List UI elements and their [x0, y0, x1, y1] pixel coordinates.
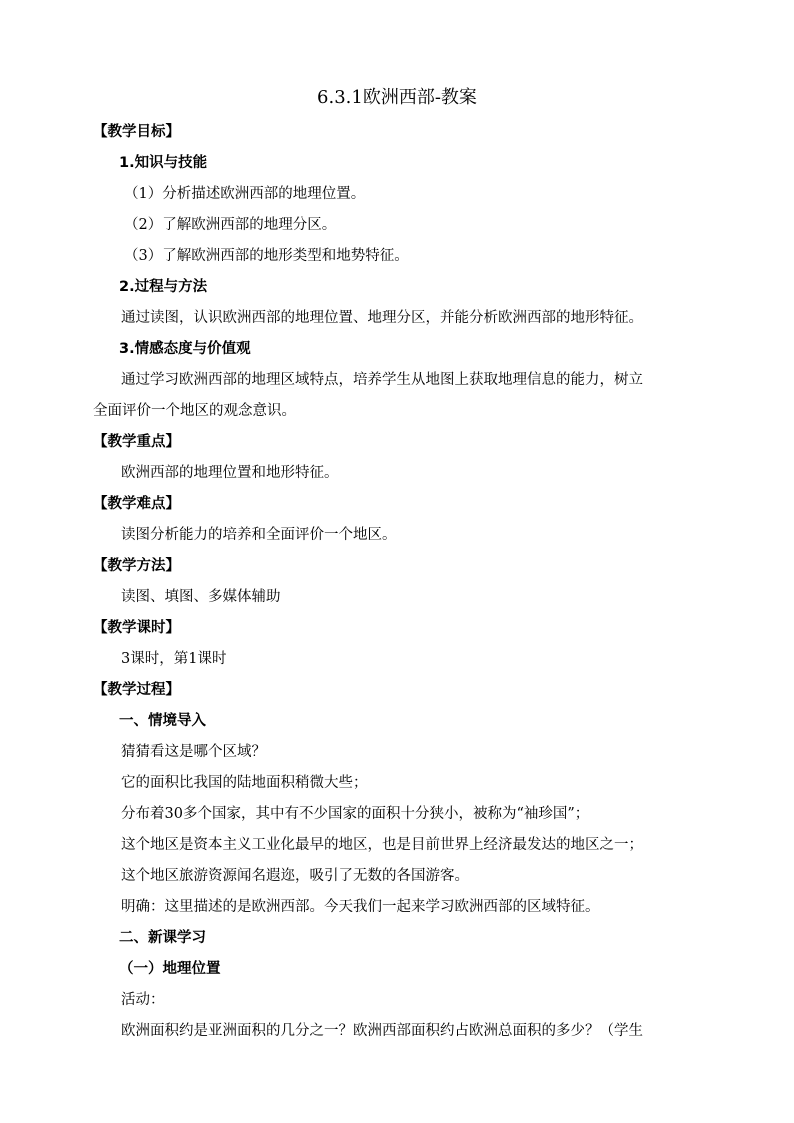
- document-title: 6.3.1欧洲西部-教案: [317, 87, 477, 108]
- list-item: （1）分析描述欧洲西部的地理位置。: [124, 186, 366, 202]
- paragraph-line: 通过读图，认识欧洲西部的地理位置、地理分区，并能分析欧洲西部的地形特征。: [121, 310, 643, 326]
- section-heading: 【教学重点】: [93, 434, 180, 450]
- paragraph-line: 分布着30多个国家，其中有不少国家的面积十分狭小，被称为“袖珍国”；: [121, 806, 590, 822]
- paragraph-line: 全面评价一个地区的观念意识。: [93, 403, 296, 419]
- paragraph-line: 猜猜看这是哪个区域？: [121, 744, 266, 760]
- paragraph-line: 它的面积比我国的陆地面积稍微大些；: [121, 775, 368, 791]
- section-heading: 【教学课时】: [93, 620, 180, 636]
- section-heading: 【教学难点】: [93, 496, 180, 512]
- subsection-heading: 二、新课学习: [119, 930, 206, 946]
- section-heading: 【教学目标】: [93, 124, 180, 140]
- subsection-heading: 2.过程与方法: [119, 279, 208, 295]
- subsection-heading: （一）地理位置: [119, 961, 221, 977]
- paragraph-line: 这个地区是资本主义工业化最早的地区，也是目前世界上经济最发达的地区之一；: [121, 837, 643, 853]
- subsection-heading: 1.知识与技能: [119, 155, 208, 171]
- paragraph-line: 读图、填图、多媒体辅助: [121, 589, 281, 605]
- paragraph-line: 欧洲西部的地理位置和地形特征。: [121, 465, 339, 481]
- paragraph-line: 活动：: [121, 992, 165, 1008]
- subsection-heading: 一、情境导入: [119, 713, 206, 729]
- list-item: （2）了解欧洲西部的地理分区。: [124, 217, 337, 233]
- paragraph-line: 通过学习欧洲西部的地理区域特点，培养学生从地图上获取地理信息的能力，树立: [121, 372, 643, 388]
- section-heading: 【教学过程】: [93, 682, 180, 698]
- subsection-heading: 3.情感态度与价值观: [119, 341, 251, 357]
- list-item: （3）了解欧洲西部的地形类型和地势特征。: [124, 248, 409, 264]
- paragraph-line: 读图分析能力的培养和全面评价一个地区。: [121, 527, 397, 543]
- paragraph-line: 这个地区旅游资源闻名遐迩，吸引了无数的各国游客。: [121, 868, 469, 884]
- paragraph-line: 欧洲面积约是亚洲面积的几分之一？欧洲西部面积约占欧洲总面积的多少？（学生: [121, 1023, 643, 1039]
- paragraph-line: 明确：这里描述的是欧洲西部。今天我们一起来学习欧洲西部的区域特征。: [121, 899, 600, 915]
- paragraph-line: 3课时，第1课时: [121, 651, 227, 667]
- section-heading: 【教学方法】: [93, 558, 180, 574]
